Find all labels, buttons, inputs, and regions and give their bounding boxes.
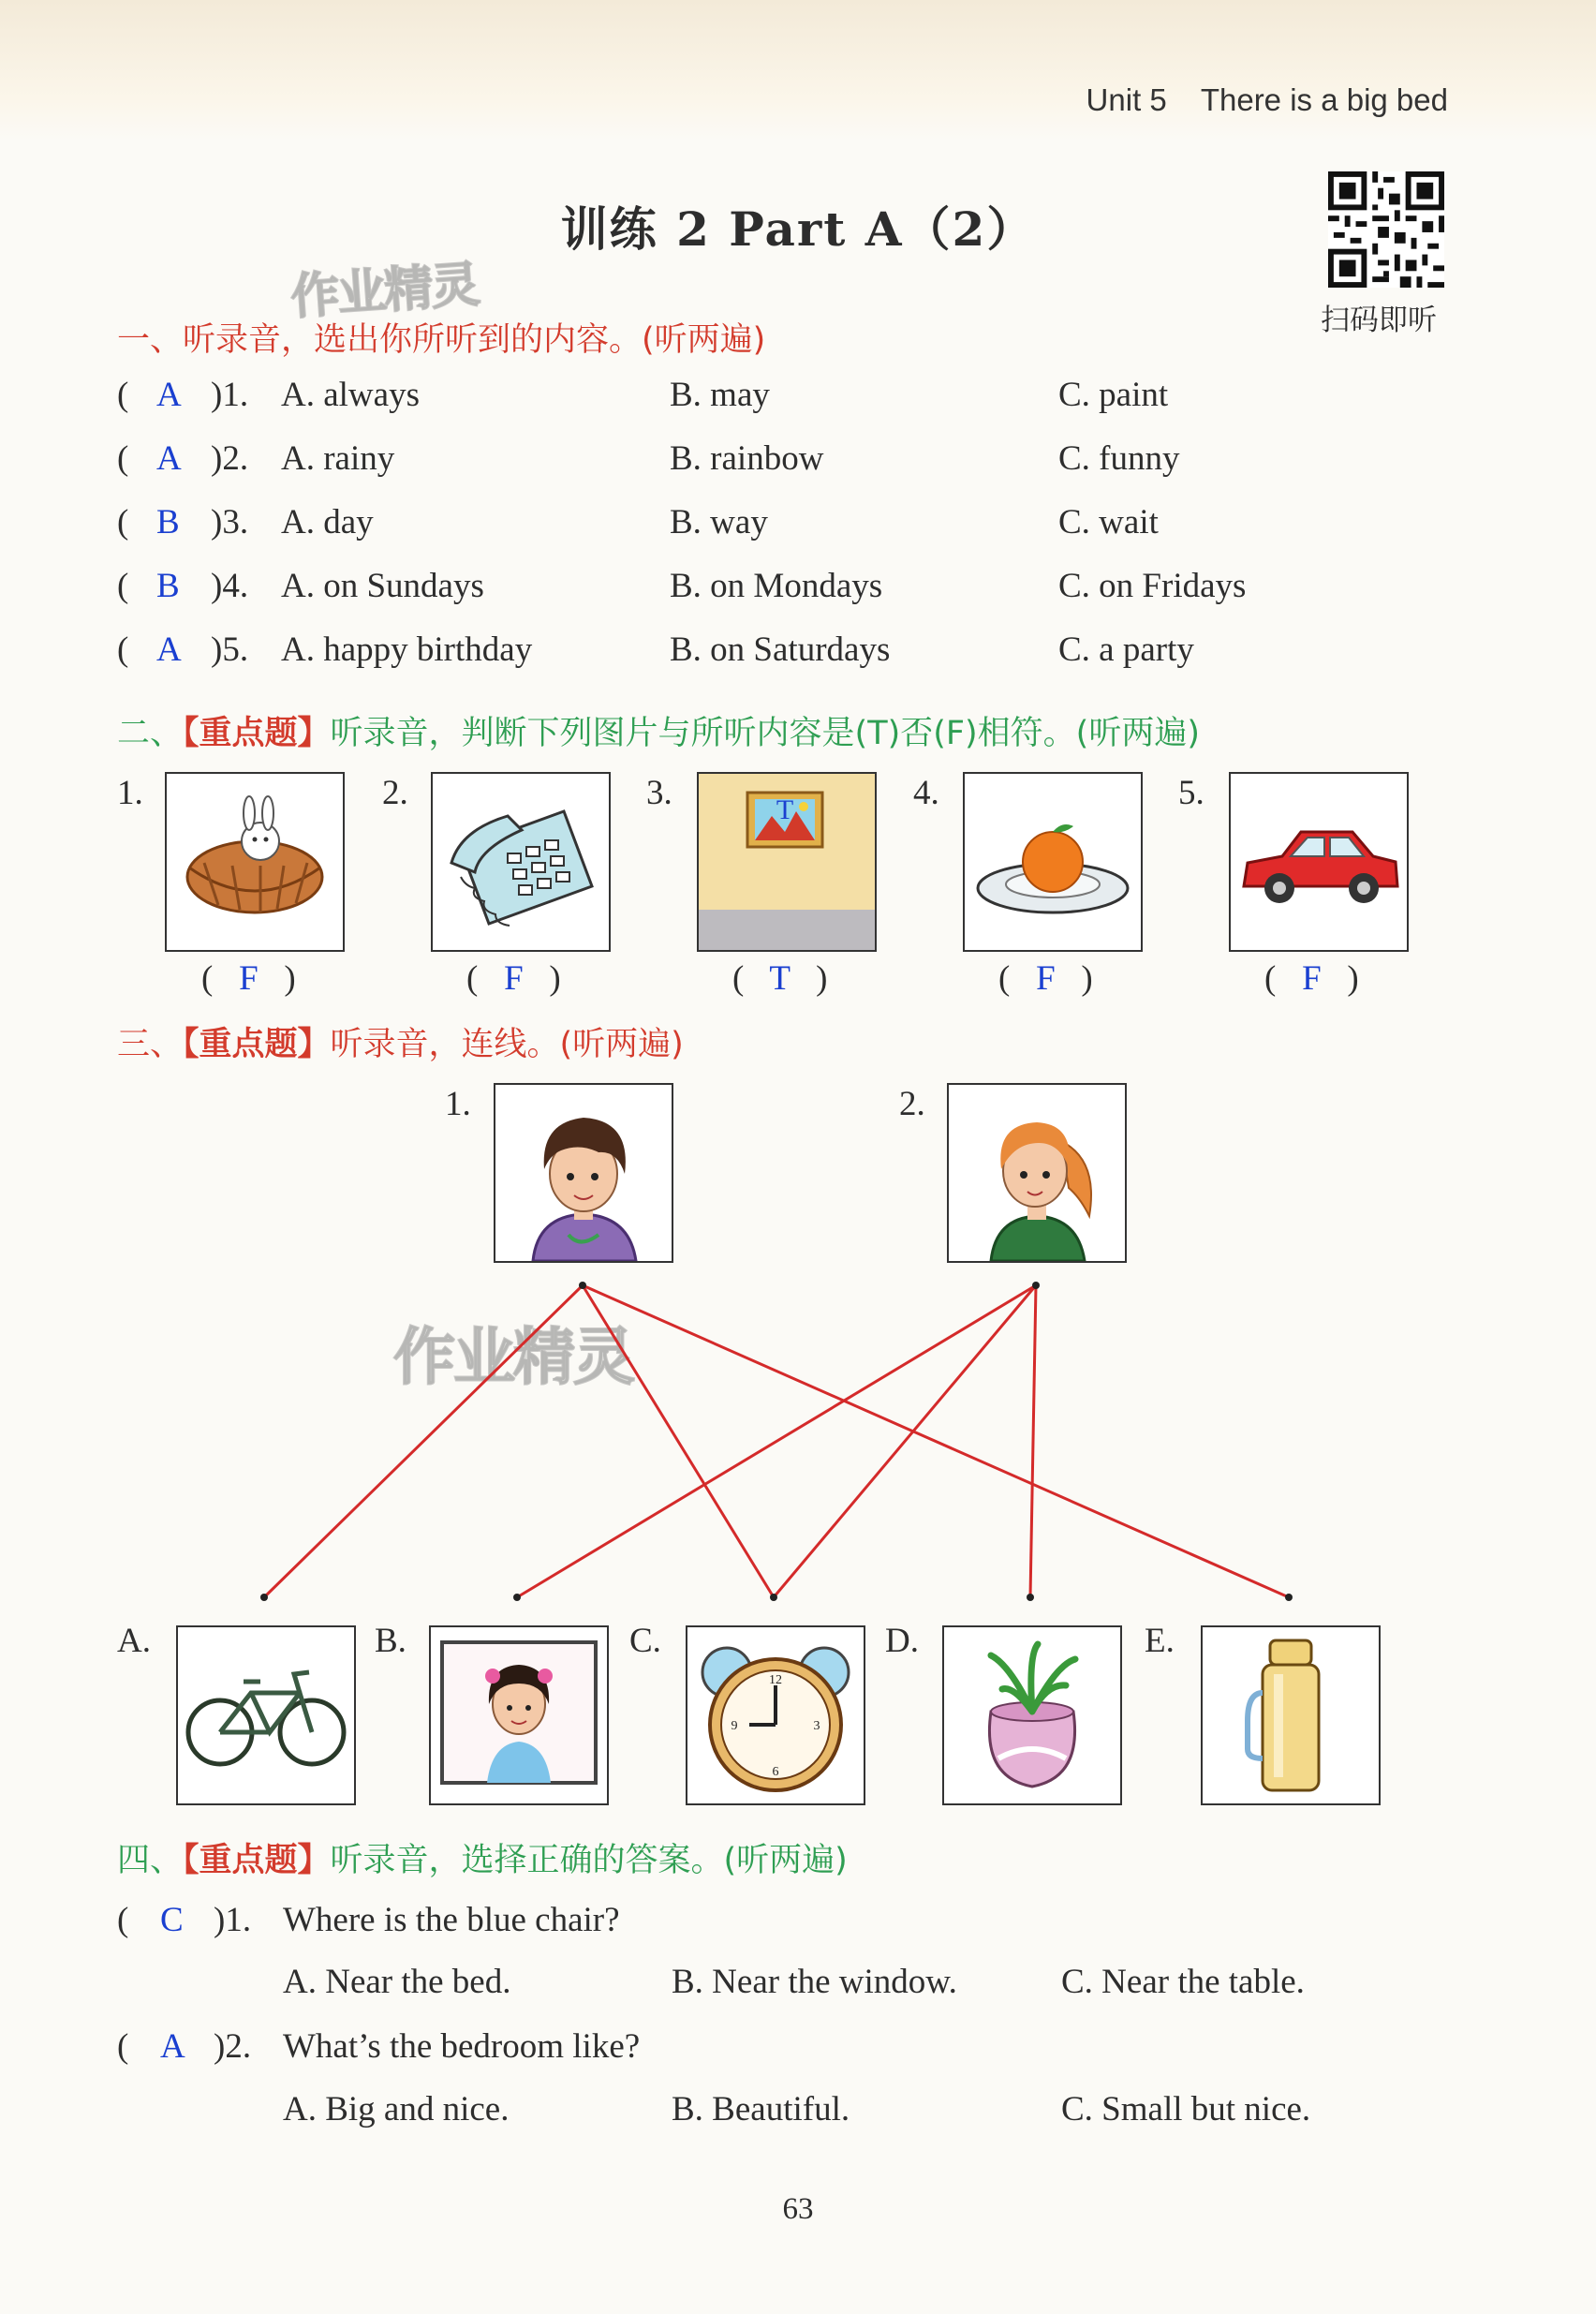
match-dot-E	[1285, 1594, 1293, 1601]
tf-answer: ( F )	[998, 959, 1093, 998]
svg-text:12: 12	[769, 1673, 782, 1687]
section1-heading: 一、听录音，选出你所听到的内容。(听两遍)	[117, 321, 766, 359]
running-header: Unit 5 There is a big bed	[1086, 82, 1448, 117]
match-dot-A	[260, 1594, 268, 1601]
answer: A	[156, 439, 182, 478]
tf-answer: ( F )	[1264, 959, 1359, 998]
watermark: 作业精灵	[288, 257, 480, 326]
svg-text:T: T	[776, 794, 794, 825]
match-line-1-E	[583, 1285, 1289, 1597]
answer: B	[156, 503, 180, 541]
match-line-2-C	[774, 1285, 1036, 1597]
match-dot-D	[1027, 1594, 1034, 1601]
bike-icon	[176, 1625, 356, 1805]
plant-icon	[942, 1625, 1122, 1805]
svg-text:3: 3	[813, 1719, 820, 1733]
photo-girl-icon	[429, 1625, 609, 1805]
match-dot-C	[770, 1594, 777, 1601]
svg-text:9: 9	[731, 1719, 738, 1733]
match-line-1-C	[583, 1285, 774, 1597]
match-dot-1	[579, 1282, 586, 1289]
tf-answer: ( F )	[466, 959, 561, 998]
tf-answer: ( F )	[201, 959, 296, 998]
answer: A	[156, 630, 182, 669]
section3-heading: 三、【重点题】听录音，连线。(听两遍)	[117, 1026, 684, 1063]
page-title: 训练 2 Part A（2）	[560, 201, 1036, 257]
match-line-2-B	[517, 1285, 1036, 1597]
qr-caption: 扫码即听	[1321, 304, 1437, 337]
answer: B	[156, 567, 180, 605]
clock-icon	[686, 1625, 865, 1805]
section4-heading: 四、【重点题】听录音，选择正确的答案。(听两遍)	[117, 1842, 848, 1879]
match-dot-2	[1032, 1282, 1040, 1289]
watermark: 作业精灵	[393, 1321, 633, 1393]
match-line-1-A	[264, 1285, 583, 1597]
match-line-2-D	[1030, 1285, 1036, 1597]
tf-answer: ( T )	[732, 959, 828, 998]
section2-heading: 二、【重点题】听录音，判断下列图片与所听内容是(T)否(F)相符。(听两遍)	[117, 715, 1200, 752]
match-dot-B	[513, 1594, 521, 1601]
answer: A	[156, 376, 182, 414]
page-number: 63	[782, 2192, 814, 2226]
bottle-icon	[1201, 1625, 1381, 1805]
svg-text:6: 6	[772, 1765, 779, 1779]
